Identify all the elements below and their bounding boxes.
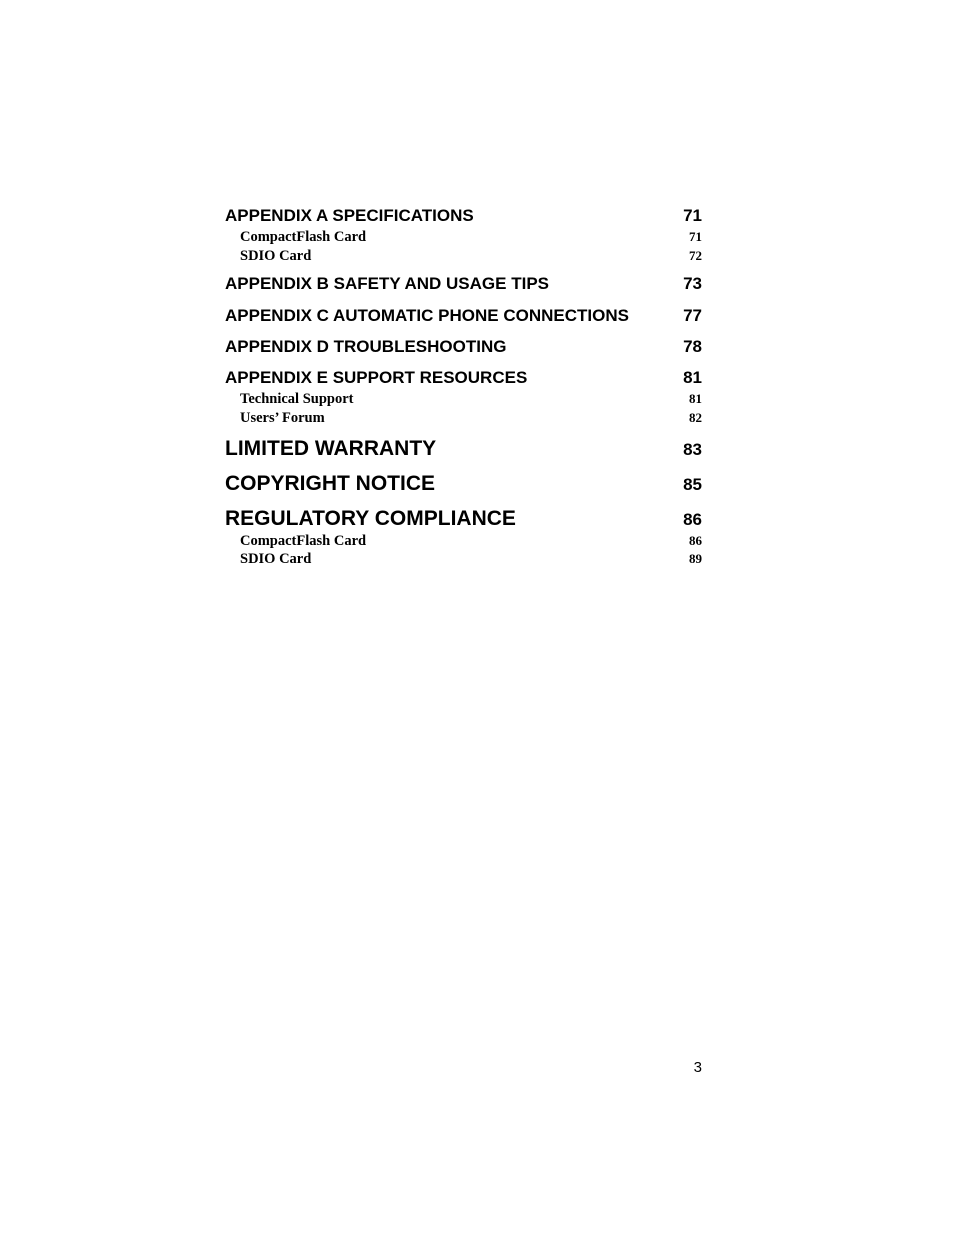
toc-entry-page: 71 (689, 229, 702, 244)
toc-entry-page: 89 (689, 551, 702, 566)
toc-entry-appendix-d[interactable] (225, 337, 702, 357)
toc-entry-appendix-a[interactable] (225, 206, 702, 226)
toc-entry-page: 73 (683, 274, 702, 293)
toc-entry-page: 86 (683, 510, 702, 529)
toc-subentry-users-forum[interactable] (240, 409, 702, 427)
toc-entry-title: CompactFlash Card (240, 533, 367, 549)
toc-entry-title: APPENDIX A SPECIFICATIONS (225, 206, 474, 225)
toc-entry-page: 71 (683, 206, 702, 225)
toc-entry-title: Technical Support (240, 391, 354, 407)
toc-entry-title: COPYRIGHT NOTICE (225, 472, 436, 495)
toc-entry-page: 78 (683, 337, 702, 356)
toc-entry-page: 72 (689, 248, 702, 263)
toc-subentry-sdio-card[interactable] (240, 247, 702, 265)
toc-entry-limited-warranty[interactable] (225, 437, 702, 462)
toc-entry-title: APPENDIX E SUPPORT RESOURCES (225, 368, 528, 387)
toc-entry-title: SDIO Card (240, 248, 312, 264)
toc-subentry-compactflash-card[interactable] (240, 228, 702, 246)
toc-entry-page: 83 (683, 440, 702, 459)
toc-entry-page: 81 (689, 391, 702, 406)
toc-entry-title: LIMITED WARRANTY (225, 437, 437, 460)
toc-entry-title: REGULATORY COMPLIANCE (225, 507, 516, 530)
toc-subentry-sdio-card[interactable] (240, 550, 702, 568)
toc-entry-title: APPENDIX C AUTOMATIC PHONE CONNECTIONS (225, 306, 629, 325)
toc-entry-title: SDIO Card (240, 551, 312, 567)
toc-entry-title: Users’ Forum (240, 410, 325, 426)
toc-entry-title: APPENDIX D TROUBLESHOOTING (225, 337, 507, 356)
toc-entry-title: CompactFlash Card (240, 229, 367, 245)
page-number: 3 (693, 1059, 702, 1076)
toc-entry-page: 85 (683, 475, 702, 494)
toc-entry-copyright-notice[interactable] (225, 472, 702, 497)
toc-subentry-technical-support[interactable] (240, 390, 702, 408)
toc-entry-page: 77 (683, 306, 702, 325)
toc-entry-page: 86 (689, 533, 702, 548)
toc-entry-appendix-e[interactable] (225, 368, 702, 388)
toc-entry-page: 82 (689, 410, 702, 425)
toc-subentry-compactflash-card[interactable] (240, 532, 702, 550)
toc-entry-appendix-b[interactable] (225, 274, 702, 294)
toc-entry-appendix-c[interactable] (225, 306, 702, 326)
toc-entry-regulatory-compliance[interactable] (225, 507, 702, 532)
toc-entry-title: APPENDIX B SAFETY AND USAGE TIPS (225, 274, 549, 293)
toc-entry-page: 81 (683, 368, 702, 387)
